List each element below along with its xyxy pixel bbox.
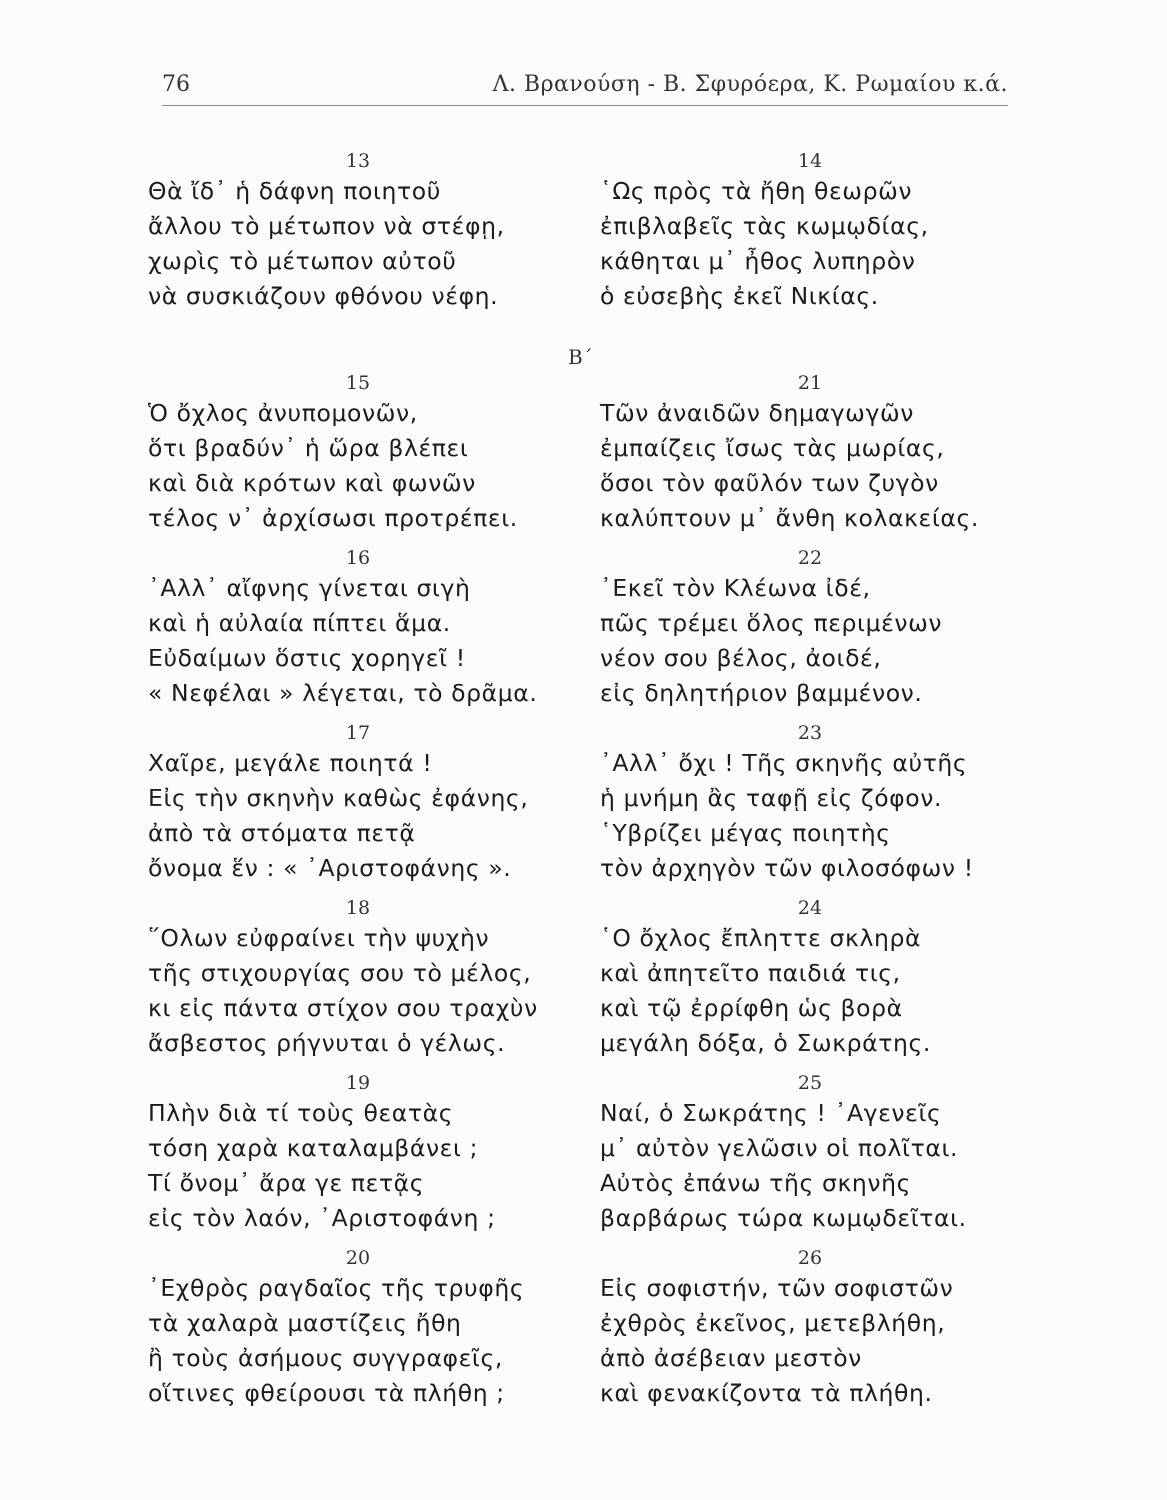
verse-line: νὰ συσκιάζουν φθόνου νέφη. — [148, 282, 499, 310]
verse-line: οἵτινες φθείρουσι τὰ πλήθη ; — [148, 1379, 505, 1407]
stanza — [600, 1070, 1060, 1236]
verse-line: Τῶν ἀναιδῶν δημαγωγῶν — [600, 399, 914, 427]
verse-line: ἢ τοὺς ἀσήμους συγγραφεῖς, — [148, 1344, 503, 1372]
verse-line: κι εἰς πάντα στίχον σου τραχὺν — [148, 994, 538, 1022]
verse-line: βαρβάρως τώρα κωμῳδεῖται. — [600, 1204, 967, 1232]
verse-line: Τί ὄνομ᾽ ἄρα γε πετᾷς — [148, 1169, 425, 1197]
stanza — [600, 1245, 1060, 1411]
verse-line: χωρὶς τὸ μέτωπον αὐτοῦ — [148, 247, 457, 275]
verse-line: μ᾽ αὐτὸν γελῶσιν οἱ πολῖται. — [600, 1134, 959, 1162]
stanza — [148, 720, 568, 886]
header-rule — [162, 105, 1008, 106]
verse-line: κάθηται μ᾽ ἦθος λυπηρὸν — [600, 247, 916, 275]
stanza-number: 23 — [797, 722, 823, 744]
verse-line: ἄσβεστος ρήγνυται ὁ γέλως. — [148, 1029, 506, 1057]
verse-line: ἄλλου τὸ μέτωπον νὰ στέφῃ, — [148, 212, 505, 240]
verse-line: ὁ εὐσεβὴς ἐκεῖ Νικίας. — [600, 282, 879, 310]
verse-line: ᾽Εκεῖ τὸν Κλέωνα ἰδέ, — [600, 574, 871, 602]
verse-line: μεγάλη δόξα, ὁ Σωκράτης. — [600, 1029, 931, 1057]
stanza — [600, 545, 1060, 711]
stanza — [148, 895, 568, 1061]
verse-line: ἡ μνήμη ἂς ταφῇ εἰς ζόφον. — [600, 784, 943, 812]
stanza-number: 16 — [345, 547, 371, 569]
stanza — [148, 148, 568, 314]
stanza-number: 26 — [797, 1247, 823, 1269]
verse-line: ᾽Αλλ᾽ ὄχι ! Τῆς σκηνῆς αὐτῆς — [600, 749, 968, 777]
verse-line: Χαῖρε, μεγάλε ποιητά ! — [148, 749, 433, 777]
verse-line: Αὐτὸς ἐπάνω τῆς σκηνῆς — [600, 1169, 912, 1197]
verse-line: καλύπτουν μ᾽ ἄνθη κολακείας. — [600, 504, 979, 532]
verse-line: Ὁ ὄχλος ἀνυπομονῶν, — [148, 399, 418, 427]
page-number: 76 — [162, 72, 190, 97]
verse-line: τέλος ν᾽ ἀρχίσωσι προτρέπει. — [148, 504, 518, 532]
verse-line: Πλὴν διὰ τί τοὺς θεατὰς — [148, 1099, 454, 1127]
stanza — [148, 1245, 568, 1411]
verse-line: Εὐδαίμων ὅστις χορηγεῖ ! — [148, 644, 466, 672]
verse-line: ᾽Εχθρὸς ραγδαῖος τῆς τρυφῆς — [148, 1274, 525, 1302]
verse-line: ἐπιβλαβεῖς τὰς κωμῳδίας, — [600, 212, 929, 240]
running-head: Λ. Βρανούση - Β. Σφυρόερα, Κ. Ρωμαίου κ.ά. — [492, 72, 1008, 97]
verse-line: ῾Υβρίζει μέγας ποιητὴς — [600, 819, 891, 847]
stanza-number: 24 — [797, 897, 823, 919]
verse-line: ἀπὸ τὰ στόματα πετᾷ — [148, 819, 416, 847]
stanza-number: 25 — [797, 1072, 823, 1094]
stanza — [148, 545, 568, 711]
verse-line: Ναί, ὁ Σωκράτης ! ᾽Αγενεῖς — [600, 1099, 942, 1127]
stanza — [600, 720, 1060, 886]
verse-line: καὶ τῷ ἐρρίφθη ὡς βορὰ — [600, 994, 903, 1022]
verse-line: ὅτι βραδύν᾽ ἡ ὥρα βλέπει — [148, 434, 469, 462]
stanza-number: 14 — [797, 150, 823, 172]
verse-line: ᾽Αλλ᾽ αἴφνης γίνεται σιγὴ — [148, 574, 471, 602]
verse-line: Θὰ ἴδ᾽ ἡ δάφνη ποιητοῦ — [148, 177, 441, 205]
verse-line: τὸν ἀρχηγὸν τῶν φιλοσόφων ! — [600, 854, 974, 882]
stanza-number: 18 — [345, 897, 371, 919]
verse-line: καὶ διὰ κρότων καὶ φωνῶν — [148, 469, 476, 497]
stanza-number: 20 — [345, 1247, 371, 1269]
stanza-number: 21 — [797, 372, 823, 394]
stanza-number: 22 — [797, 547, 823, 569]
page-header — [162, 68, 1008, 108]
verse-line: ἐχθρὸς ἐκεῖνος, μετεβλήθη, — [600, 1309, 946, 1337]
stanza-number: 15 — [345, 372, 371, 394]
verse-line: Εἰς σοφιστήν, τῶν σοφιστῶν — [600, 1274, 954, 1302]
stanza — [148, 370, 568, 536]
stanza — [600, 148, 1060, 314]
verse-line: καὶ φενακίζοντα τὰ πλήθη. — [600, 1379, 933, 1407]
verse-line: ῞Ολων εὐφραίνει τὴν ψυχὴν — [148, 924, 490, 952]
stanza-number: 17 — [345, 722, 371, 744]
verse-line: τῆς στιχουργίας σου τὸ μέλος, — [148, 959, 532, 987]
verse-line: « Νεφέλαι » λέγεται, τὸ δρᾶμα. — [148, 679, 538, 707]
verse-line: ῾Ο ὄχλος ἔπληττε σκληρὰ — [600, 924, 922, 952]
verse-line: καὶ ἀπητεῖτο παιδιά τις, — [600, 959, 901, 987]
verse-line: ἐμπαίζεις ἴσως τὰς μωρίας, — [600, 434, 945, 462]
stanza-number: 13 — [345, 150, 371, 172]
verse-line: τὰ χαλαρὰ μαστίζεις ἤθη — [148, 1309, 462, 1337]
verse-line: ὅσοι τὸν φαῦλόν των ζυγὸν — [600, 469, 939, 497]
verse-line: ἀπὸ ἀσέβειαν μεστὸν — [600, 1344, 862, 1372]
verse-line: τόση χαρὰ καταλαμβάνει ; — [148, 1134, 479, 1162]
stanza — [600, 370, 1060, 536]
stanza — [600, 895, 1060, 1061]
verse-line: ῾Ως πρὸς τὰ ἤθη θεωρῶν — [600, 177, 913, 205]
verse-line: πῶς τρέμει ὅλος περιμένων — [600, 609, 943, 637]
stanza-number: 19 — [345, 1072, 371, 1094]
verse-line: νέον σου βέλος, ἀοιδέ, — [600, 644, 882, 672]
section-mark: Β΄ — [568, 345, 593, 369]
stanza — [148, 1070, 568, 1236]
verse-line: εἰς τὸν λαόν, ᾽Αριστοφάνη ; — [148, 1204, 496, 1232]
verse-line: ὄνομα ἕν : « ᾽Αριστοφάνης ». — [148, 854, 512, 882]
verse-line: καὶ ἡ αὐλαία πίπτει ἅμα. — [148, 609, 451, 637]
verse-line: εἰς δηλητήριον βαμμένον. — [600, 679, 923, 707]
verse-line: Εἰς τὴν σκηνὴν καθὼς ἐφάνης, — [148, 784, 529, 812]
